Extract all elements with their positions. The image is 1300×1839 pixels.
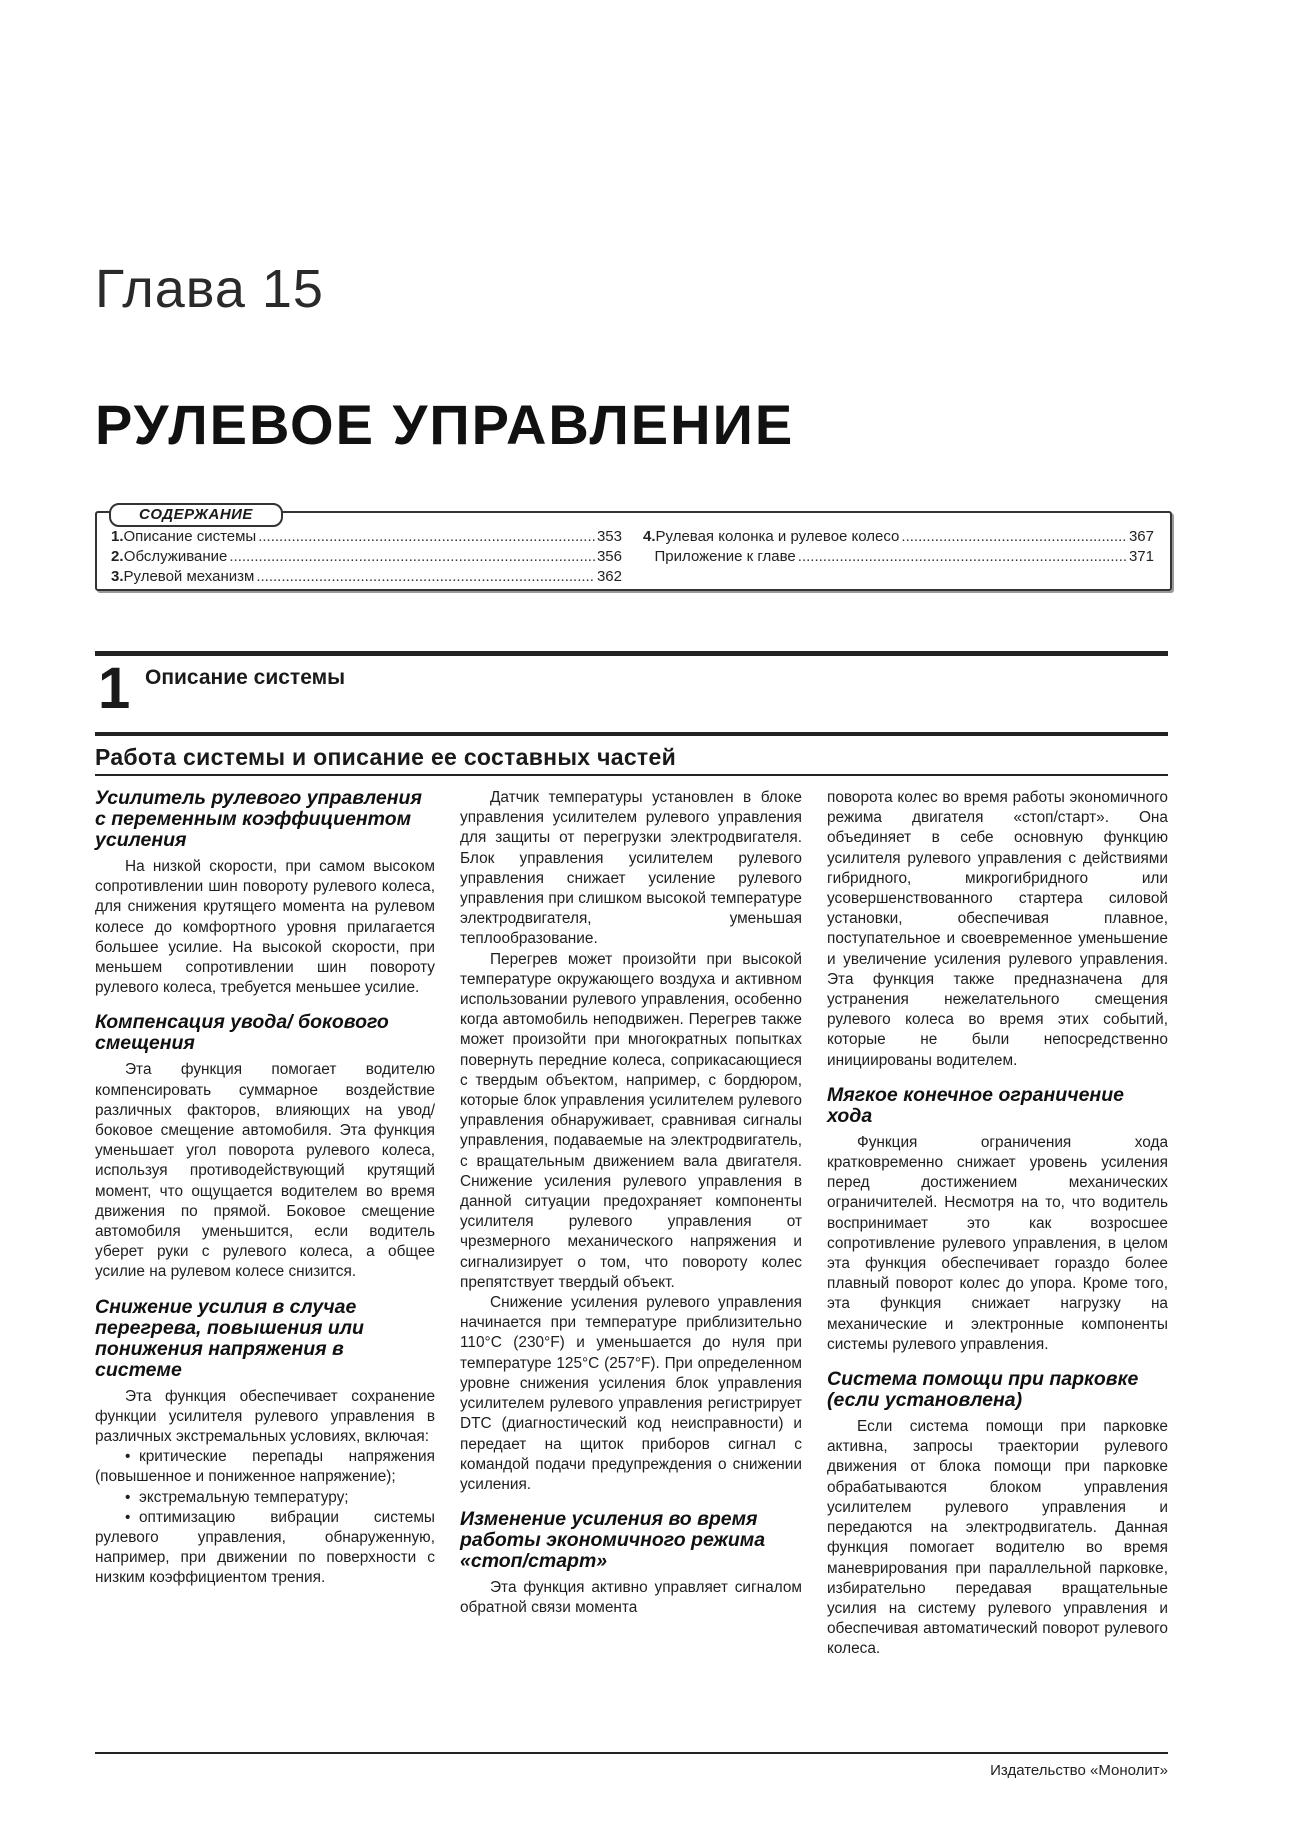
paragraph: На низкой скорости, при самом высоком сопротивлении шин повороту рулевого колеса, для снижения крутящего момента на рулевом колесе до комфортного уровня прилагается большее усилие. На высокой скорости, при меньшем сопротивлении шин повороту рулевого колеса, требуется меньшее усилие. <box>95 858 435 997</box>
paragraph: Датчик температуры установлен в блоке управления усилителем рулевого управления для защиты от перегрузки электродвигателя. Блок управления усилителем рулевого управления снижает усиление рулевого управления при слишком высокой температуре электродвигателя, уменьшая теплообразование. <box>460 789 802 948</box>
toc-leader-dots <box>229 547 595 567</box>
toc-item-name: Рулевая колонка и рулевое колесо <box>655 528 900 545</box>
publisher-credit: Издательство «Монолит» <box>990 1762 1168 1779</box>
section-title: Описание системы <box>145 666 346 689</box>
text-column-2 <box>460 788 802 1619</box>
section-top-rule <box>95 651 1168 656</box>
text-column-1 <box>95 788 435 1589</box>
heading-stop-start: Изменение усиления во время работы экономичного режима «стоп/старт» <box>460 1508 766 1573</box>
chapter-title: РУЛЕВОЕ УПРАВЛЕНИЕ <box>95 393 795 456</box>
toc-leader-dots <box>901 527 1127 547</box>
heading-variable-ratio: Усилитель рулевого управления с переменным коэффициентом усиления <box>95 787 422 851</box>
toc-item[interactable] <box>111 547 622 567</box>
list-item: • критические перепады напряжения (повышенное и пониженное напряжение); <box>95 1447 435 1487</box>
heading-parking-assist: Система помощи при парковке (если установлена) <box>827 1368 1139 1412</box>
bullet-list <box>95 1447 435 1588</box>
paragraph: Перегрев может произойти при высокой температуре окружающего воздуха и активном использовании рулевого управления, особенно когда автомобиль неподвижен. Перегрев также может произойти при многократных попытках повернуть передние колеса, соприкасающиеся с твердым объектом, например, с бордюром, которые блок управления усилителем рулевого управления обнаруживает, сравнивая сигналы управления, подаваемые на электродвигатель, с вращательным движением вала двигателя. Снижение усиления рулевого управления в данной ситуации предохраняет компоненты усилителя рулевого управления от чрезмерного механического напряжения и сигнализирует о том, что повороту колес препятствует твердый объект. <box>460 950 802 1291</box>
toc-item[interactable] <box>643 547 1154 567</box>
paragraph: Снижение усиления рулевого управления начинается при температуре приблизительно 110°С (230°F) и уменьшается до нуля при температуре 125°С (257°F). При определенном уровне снижения усиления блок управления усилителем рулевого управления регистрирует DTC (диагностический код неисправности) и передает на щиток приборов сигнал с командой подачи предупреждения о снижении усиления. <box>460 1294 802 1493</box>
toc-column-right <box>643 527 1154 567</box>
toc-item-name: Обслуживание <box>123 548 228 565</box>
section-bottom-rule <box>95 732 1168 736</box>
heading-soft-end-stop: Мягкое конечное ограничение хода <box>827 1083 1124 1127</box>
heading-assist-reduction: Снижение усилия в случае перегрева, повышения или понижения напряжения в системе <box>95 1295 364 1381</box>
section-number: 1 <box>98 656 131 721</box>
paragraph: Эта функция обеспечивает сохранение функции усилителя рулевого управления в различных экстремальных условиях, включая: <box>95 1387 435 1446</box>
paragraph: Эта функция помогает водителю компенсировать суммарное воздействие различных факторов, влияющих на увод/боковое смещение автомобиля. Эта функция уменьшает угол поворота рулевого колеса, используя противодействующий крутящий момент, что ощущается водителем во время движения по прямой. Боковое смещение автомобиля уменьшится, если водитель уберет руки с рулевого колеса, а общее усилие на рулевом колесе снизится. <box>95 1061 435 1281</box>
toc-item-number: 1. <box>111 528 124 545</box>
text-column-3 <box>827 788 1168 1660</box>
heading-drift-compensation: Компенсация увода/ бокового смещения <box>95 1011 389 1055</box>
list-item: • оптимизацию вибрации системы рулевого управления, обнаруженную, например, при движении по поверхности с низким коэффициентом трения. <box>95 1508 435 1589</box>
footer-rule <box>95 1752 1168 1754</box>
toc-item-page: 353 <box>596 528 622 545</box>
toc-item-number <box>643 547 655 567</box>
paragraph: Если система помощи при парковке активна, запросы траектории рулевого движения от блока помощи при парковке обрабатываются блоком управления усилителем рулевого управления и передаются на электродвигатель. Данная функция помогает водителю во время маневрирования при параллельной парковке, избирательно передавая вращательные усилия на систему рулевого управления и обеспечивая автоматический поворот рулевого колеса. <box>827 1418 1168 1658</box>
toc-leader-dots <box>798 547 1127 567</box>
toc-column-left <box>111 527 622 587</box>
toc-item-number: 3. <box>111 568 124 585</box>
toc-item[interactable] <box>643 527 1154 547</box>
toc-leader-dots <box>256 567 595 587</box>
toc-item-name: Приложение к главе <box>654 548 796 565</box>
toc-item-number: 2. <box>111 548 124 565</box>
list-item: • экстремальную температуру; <box>95 1488 435 1508</box>
subsection-rule <box>95 774 1168 776</box>
toc-item-number: 4. <box>643 528 656 545</box>
toc-item-page: 356 <box>596 548 622 565</box>
toc-leader-dots <box>258 527 595 547</box>
toc-item[interactable] <box>111 527 622 547</box>
toc-item-page: 362 <box>596 568 622 585</box>
toc-item-name: Рулевой механизм <box>123 568 255 585</box>
toc-item-name: Описание системы <box>123 528 257 545</box>
paragraph: Эта функция активно управляет сигналом обратной связи момента <box>460 1579 802 1617</box>
toc-item[interactable] <box>111 567 622 587</box>
toc-item-page: 367 <box>1128 528 1154 545</box>
subsection-title: Работа системы и описание ее составных частей <box>95 744 677 770</box>
table-of-contents <box>95 506 1172 591</box>
paragraph: поворота колес во время работы экономичного режима двигателя «стоп/старт». Она объединяет в себе основную функцию усилителя рулевого управления с действиями гибридного, микрогибридного или усовершенствованного стартера силовой установки, обеспечивая плавное, поступательное и своевременное уменьшение и увеличение усиления рулевого управления. Эта функция также предназначена для устранения нежелательного смещения рулевого колеса во время этих событий, которые не были непосредственно инициированы водителем. <box>827 789 1168 1069</box>
toc-heading: СОДЕРЖАНИЕ <box>109 503 283 527</box>
toc-item-page: 371 <box>1128 548 1154 565</box>
paragraph: Функция ограничения хода кратковременно снижает уровень усиления перед достижением механических ограничителей. Несмотря на то, что водитель воспринимает это как возросшее сопротивление рулевого управления, в целом эта функция обеспечивает гораздо более плавный поворот колес до упора. Кроме того, эта функция снижает нагрузку на механические и электронные компоненты системы рулевого управления. <box>827 1133 1168 1353</box>
chapter-label: Глава 15 <box>95 259 324 319</box>
